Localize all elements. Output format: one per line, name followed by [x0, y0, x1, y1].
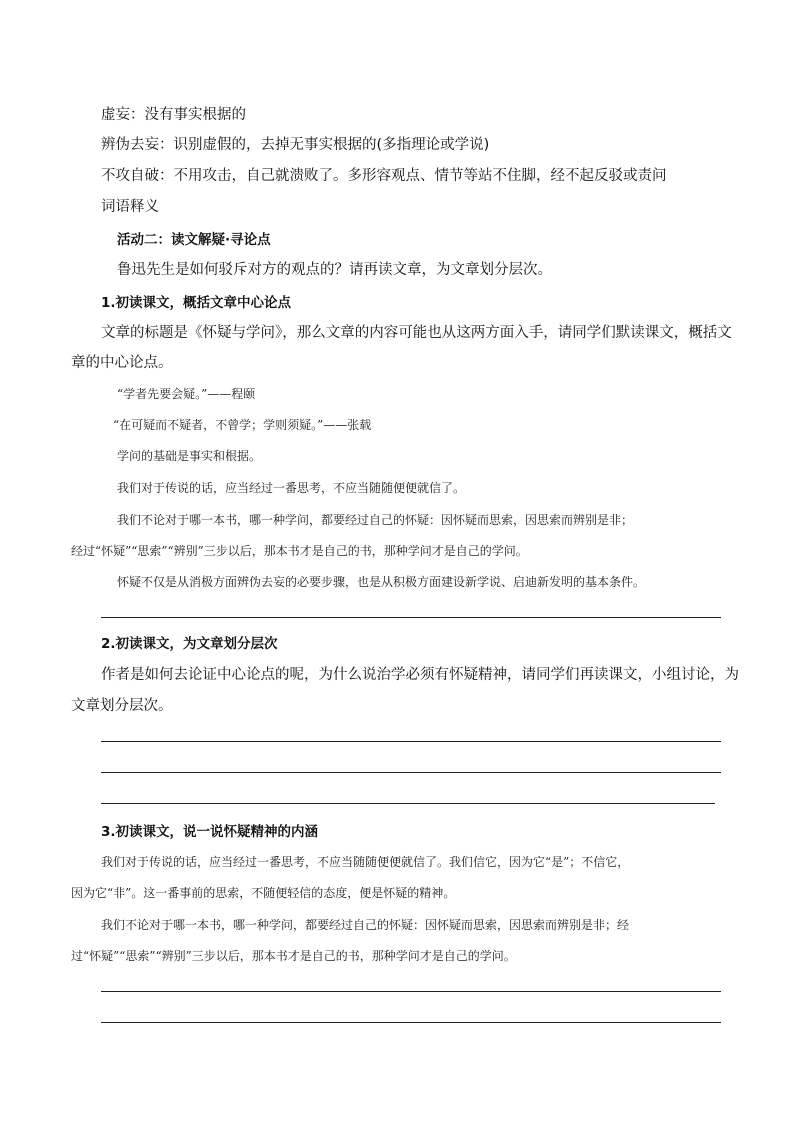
activity2-question: 鲁迅先生是如何驳斥对方的观点的？请再读文章，为文章划分层次。 — [117, 262, 552, 278]
quote-foundation: 学问的基础是事实和根据。 — [117, 449, 262, 463]
activity2-title: 活动二：读文解疑·寻论点 — [117, 232, 271, 248]
vocab-xuwang: 虚妄：没有事实根据的 — [101, 107, 246, 123]
answer-line[interactable] — [101, 617, 721, 618]
section1-paragraph-line1: 文章的标题是《怀疑与学问》，那么文章的内容可能也从这两方面入手，请同学们默读课文，概括文 — [101, 325, 732, 341]
vocab-label: 词语释义 — [101, 199, 159, 215]
vocab-bugong: 不攻自破：不用攻击，自己就溃败了。多形容观点、情节等站不住脚，经不起反驳或责问 — [101, 168, 667, 184]
section1-heading: 1.初读课文，概括文章中心论点 — [101, 295, 292, 311]
answer-line[interactable] — [101, 772, 721, 773]
section3-p1-line1: 我们对于传说的话，应当经过一番思考，不应当随随便便就信了。我们信它，因为它“是”；不信它， — [101, 855, 630, 869]
answer-line[interactable] — [101, 803, 715, 804]
quote-book-line1: 我们不论对于哪一本书，哪一种学问，都要经过自己的怀疑：因怀疑而思索，因思索而辨别是非； — [117, 513, 634, 527]
answer-line[interactable] — [101, 741, 721, 742]
quote-chengyi: “学者先要会疑。”——程颐 — [117, 387, 256, 401]
quote-doubt-function: 怀疑不仅是从消极方面辨伪去妄的必要步骤，也是从积极方面建设新学说、启迪新发明的基本条件。 — [117, 575, 646, 589]
vocab-bianwei: 辨伪去妄：识别虚假的，去掉无事实根据的(多指理论或学说) — [101, 137, 490, 153]
section2-paragraph-line1: 作者是如何去论证中心论点的呢，为什么说治学必须有怀疑精神，请同学们再读课文，小组讨论，为 — [101, 667, 739, 683]
answer-line[interactable] — [101, 991, 721, 992]
answer-line[interactable] — [101, 1022, 721, 1023]
section2-heading: 2.初读课文，为文章划分层次 — [101, 636, 278, 652]
section3-heading: 3.初读课文，说一说怀疑精神的内涵 — [101, 824, 319, 840]
section3-p2-line1: 我们不论对于哪一本书，哪一种学问，都要经过自己的怀疑：因怀疑而思索，因思索而辨别是非；经 — [101, 918, 630, 932]
section3-p2-line2: 过“怀疑”“思索”“辨别”三步以后，那本书才是自己的书，那种学问才是自己的学问。 — [71, 949, 516, 963]
quote-book-line2: 经过“怀疑”“思索”“辨别”三步以后，那本书才是自己的书，那种学问才是自己的学问。 — [71, 544, 528, 558]
quote-rumor: 我们对于传说的话，应当经过一番思考，不应当随随便便就信了。 — [117, 481, 466, 495]
section1-paragraph-line2: 章的中心论点。 — [71, 355, 173, 371]
section3-p1-line2: 因为它“非”。这一番事前的思索，不随便轻信的态度，便是怀疑的精神。 — [71, 886, 456, 900]
section2-paragraph-line2: 文章划分层次。 — [71, 698, 173, 714]
quote-zhangzai: “在可疑而不疑者，不曾学；学则须疑。”——张载 — [113, 418, 372, 432]
